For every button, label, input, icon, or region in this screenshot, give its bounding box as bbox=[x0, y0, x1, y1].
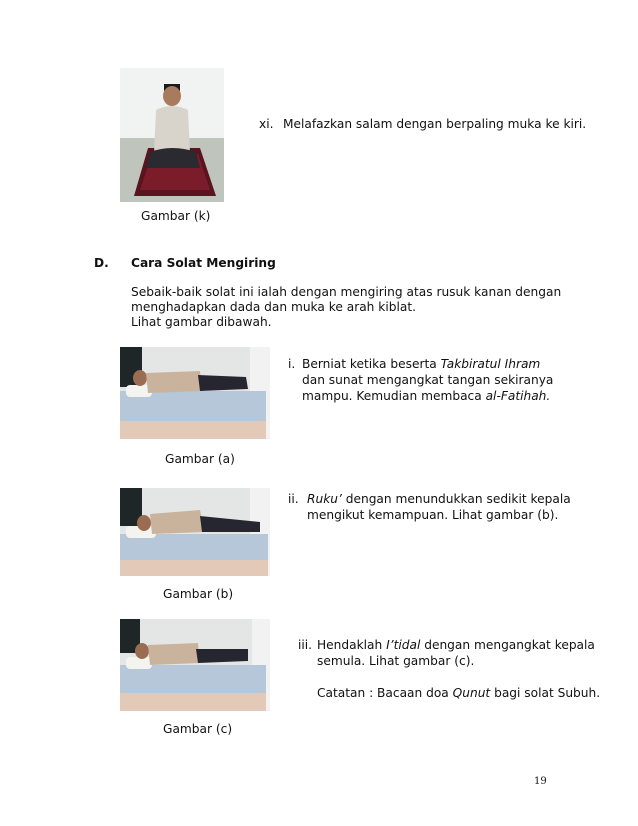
step-iii-term-qunut: Qunut bbox=[452, 686, 491, 700]
section-paragraph-line-3: Lihat gambar dibawah. bbox=[131, 315, 272, 329]
photo-lying-c bbox=[120, 619, 270, 711]
step-iii-line-1-text-end: dengan mengangkat kepala bbox=[420, 638, 595, 652]
step-ii-term-ruku: Ruku’ bbox=[307, 492, 342, 506]
section-paragraph-line-1: Sebaik-baik solat ini ialah dengan mengiring atas rusuk kanan dengan bbox=[131, 285, 562, 299]
step-iii-line-1 bbox=[317, 637, 595, 653]
step-i-line-1-text: Berniat ketika beserta bbox=[302, 357, 441, 371]
step-iii-note bbox=[317, 685, 600, 701]
step-iii-line-2: semula. Lihat gambar (c). bbox=[317, 654, 475, 668]
step-iii-note-text: Catatan : Bacaan doa bbox=[317, 686, 453, 700]
caption-gambar-a: Gambar (a) bbox=[165, 452, 235, 466]
step-ii-number: ii. bbox=[288, 492, 299, 506]
caption-gambar-b: Gambar (b) bbox=[163, 587, 234, 601]
section-paragraph-line-2: menghadapkan dada dan muka ke arah kiblat. bbox=[131, 300, 416, 314]
page-number: 19 bbox=[534, 776, 547, 787]
step-i-line-3 bbox=[302, 388, 550, 404]
step-iii-term-itidal: I’tidal bbox=[386, 638, 421, 652]
step-i-number: i. bbox=[288, 357, 296, 371]
step-xi-text: Melafazkan salam dengan berpaling muka ke kiri. bbox=[283, 117, 587, 131]
step-iii-line-1-text: Hendaklah bbox=[317, 638, 387, 652]
step-i-term-takbiratul-ihram: Takbiratul Ihram bbox=[440, 357, 541, 371]
section-letter: D. bbox=[94, 256, 109, 270]
step-i-line-1 bbox=[302, 356, 540, 372]
step-iii-note-text-end: bagi solat Subuh. bbox=[490, 686, 601, 700]
step-i-line-3-text: mampu. Kemudian membaca bbox=[302, 389, 486, 403]
photo-seated-salam bbox=[120, 68, 224, 202]
photo-lying-b bbox=[120, 488, 270, 576]
step-xi-number: xi. bbox=[259, 117, 274, 131]
caption-gambar-c: Gambar (c) bbox=[163, 722, 233, 736]
step-ii-line-2: mengikut kemampuan. Lihat gambar (b). bbox=[307, 508, 559, 522]
section-heading: Cara Solat Mengiring bbox=[131, 256, 276, 270]
step-i-line-2: dan sunat mengangkat tangan sekiranya bbox=[302, 373, 554, 387]
step-ii-line-1 bbox=[307, 491, 571, 507]
step-ii-line-1-text: dengan menundukkan sedikit kepala bbox=[341, 492, 571, 506]
step-iii-number: iii. bbox=[298, 638, 313, 652]
step-i-term-al-fatihah: al-Fatihah. bbox=[485, 389, 551, 403]
photo-lying-a bbox=[120, 347, 270, 439]
caption-gambar-k: Gambar (k) bbox=[141, 209, 211, 223]
